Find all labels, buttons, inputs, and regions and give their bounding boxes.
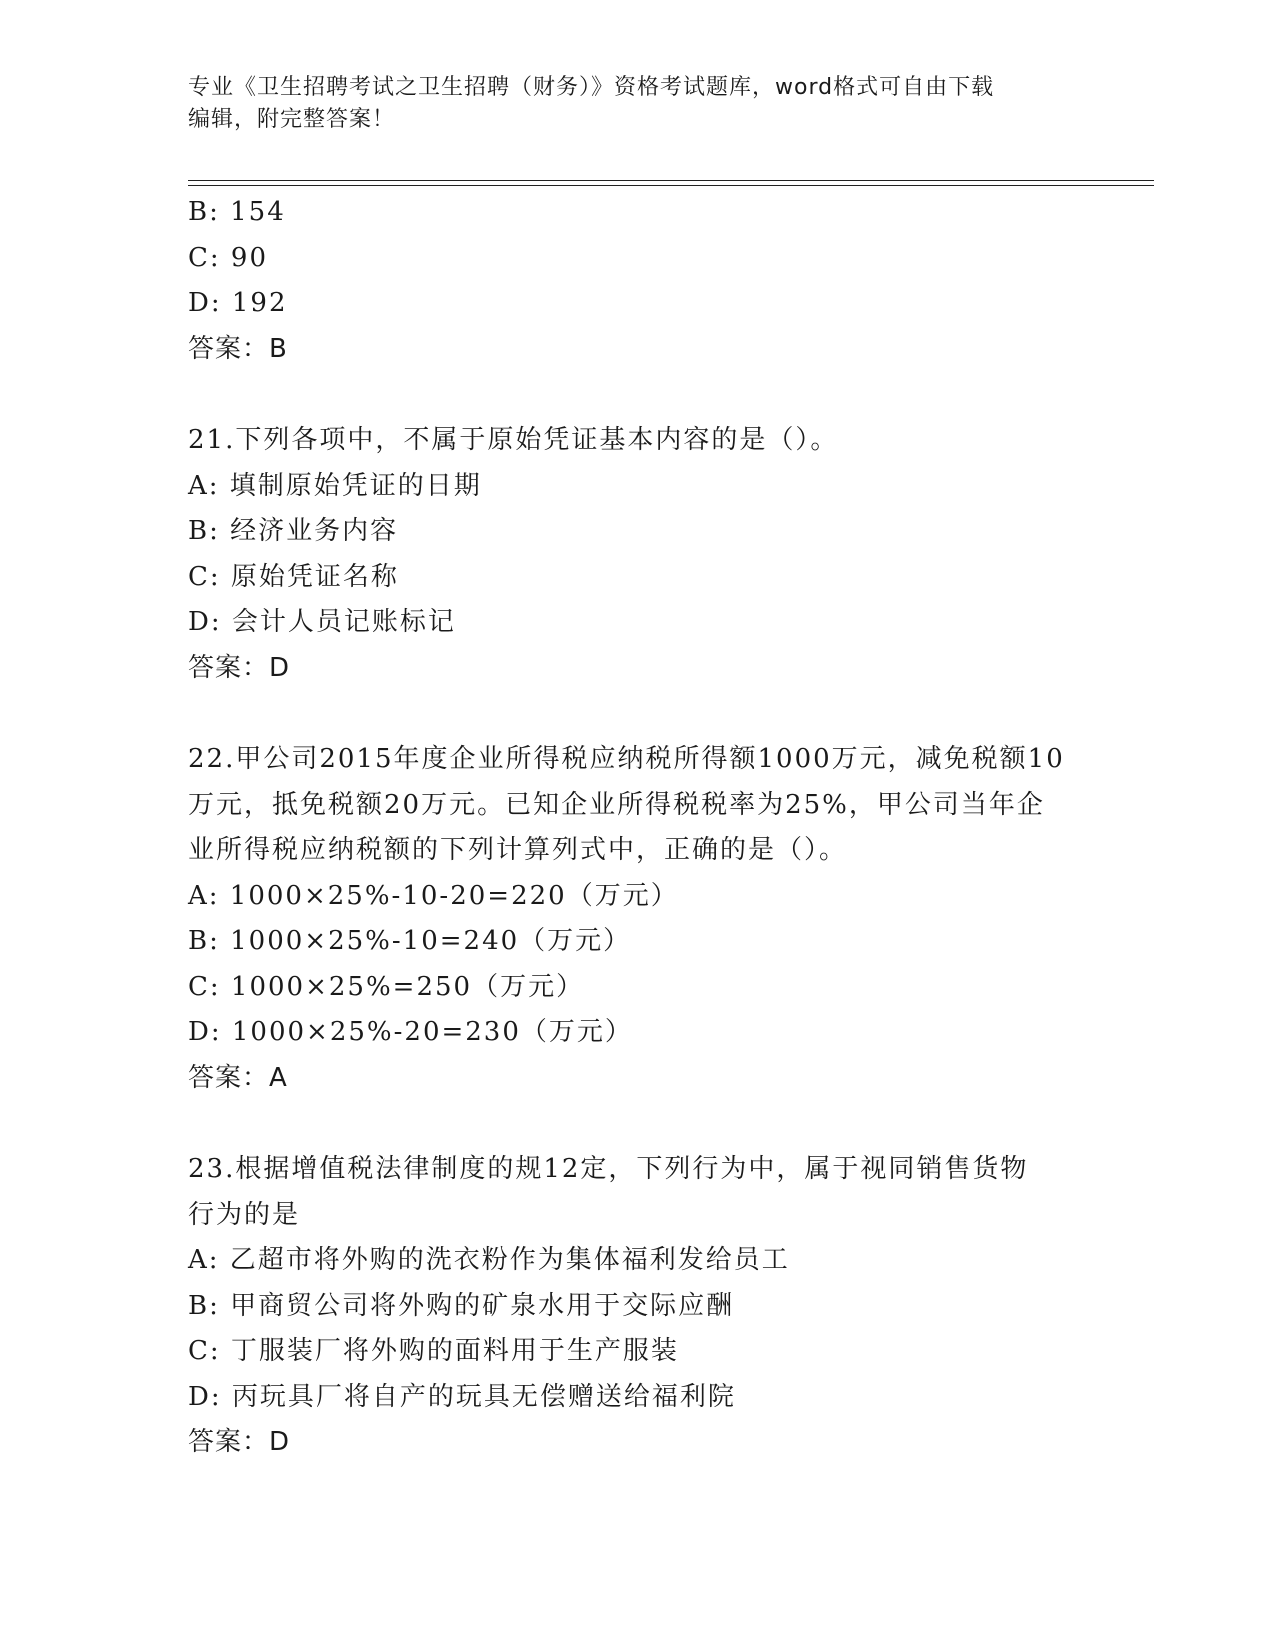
question-stem: 21.下列各项中，不属于原始凭证基本内容的是（）。 <box>188 425 839 455</box>
option-b: B: 经济业务内容 <box>188 516 399 546</box>
question-20-tail <box>188 190 1088 372</box>
answer-label: 答案：B <box>188 333 288 364</box>
option-c: C: 原始凭证名称 <box>188 561 399 592</box>
option-b: B: 1000×25%-10=240（万元） <box>188 926 632 956</box>
question-23 <box>188 1147 1088 1466</box>
question-21 <box>188 418 1088 691</box>
option-c: C: 丁服装厂将外购的面料用于生产服装 <box>188 1336 679 1366</box>
answer-label: 答案：A <box>188 1062 288 1093</box>
option-d: D: 丙玩具厂将自产的玩具无偿赠送给福利院 <box>188 1381 736 1412</box>
answer-label: 答案：D <box>188 652 291 683</box>
answer-label: 答案：D <box>188 1427 291 1457</box>
question-stem: 业所得税应纳税额的下列计算列式中，正确的是（）。 <box>188 835 848 865</box>
option-c: C: 90 <box>188 242 269 273</box>
question-stem: 万元，抵免税额20万元。已知企业所得税税率为25%，甲公司当年企 <box>188 789 1045 820</box>
question-stem: 23.根据增值税法律制度的规12定，下列行为中，属于视同销售货物 <box>188 1154 1029 1184</box>
header-line-1: 专业《卫生招聘考试之卫生招聘（财务）》资格考试题库，word格式可自由下载 <box>188 75 995 100</box>
header-divider-bottom <box>188 185 1154 186</box>
option-c: C: 1000×25%=250（万元） <box>188 971 585 1002</box>
document-header <box>188 72 1088 136</box>
option-d: D: 192 <box>188 288 288 318</box>
question-list <box>188 190 1088 1466</box>
option-b: B: 甲商贸公司将外购的矿泉水用于交际应酬 <box>188 1290 735 1321</box>
question-stem: 22.甲公司2015年度企业所得税应纳税所得额1000万元，减免税额10 <box>188 744 1065 774</box>
option-a: A: 乙超市将外购的洗衣粉作为集体福利发给员工 <box>188 1245 790 1275</box>
option-d: D: 1000×25%-20=230（万元） <box>188 1017 633 1047</box>
header-line-2: 编辑，附完整答案！ <box>188 107 396 132</box>
question-stem: 行为的是 <box>188 1199 301 1230</box>
header-divider-top <box>188 180 1154 181</box>
option-d: D: 会计人员记账标记 <box>188 607 456 637</box>
option-b: B: 154 <box>188 197 286 227</box>
option-a: A: 填制原始凭证的日期 <box>188 470 482 501</box>
question-22 <box>188 737 1088 1101</box>
option-a: A: 1000×25%-10-20=220（万元） <box>188 880 679 911</box>
